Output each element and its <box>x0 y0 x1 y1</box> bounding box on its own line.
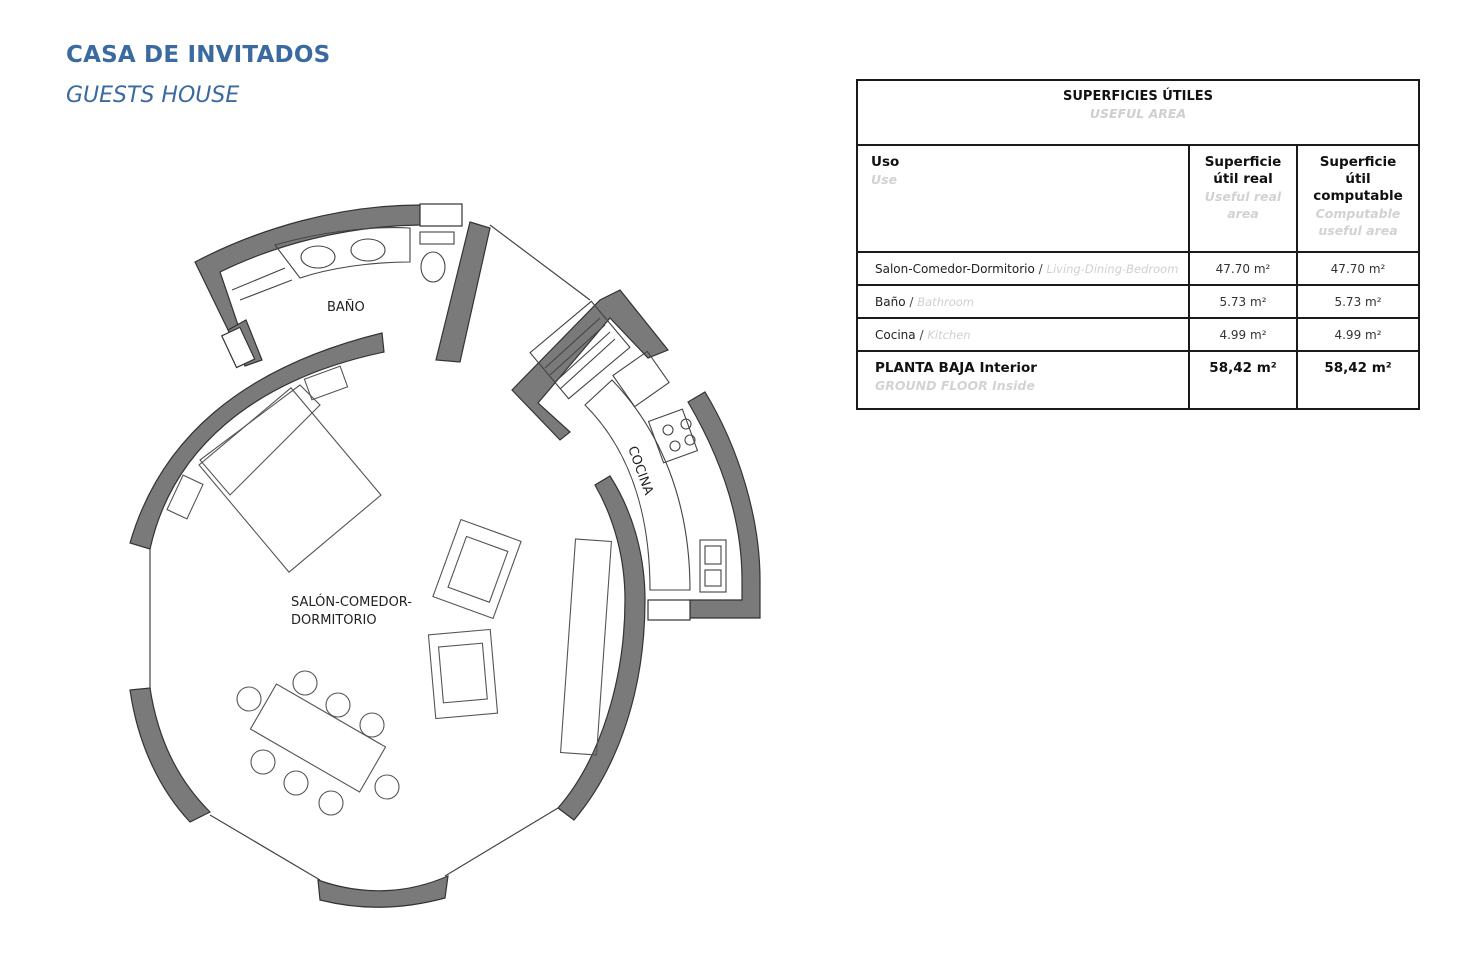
shower-line <box>232 268 285 290</box>
room-label-dormitorio: DORMITORIO <box>291 613 377 628</box>
room-label-salon: SALÓN-COMEDOR- <box>291 595 412 610</box>
wall-bath-north <box>195 205 420 330</box>
wall-bath-east <box>436 222 490 362</box>
room-label-bano: BAÑO <box>327 300 365 315</box>
window-bath-top <box>420 204 462 226</box>
armchair-icon <box>433 520 521 619</box>
toilet-icon <box>421 252 445 282</box>
useful-area-table <box>856 79 1420 410</box>
kitchen-sink-icon <box>700 540 726 592</box>
sink-icon <box>301 246 335 268</box>
burner <box>670 441 680 451</box>
armchair-inner <box>439 643 488 703</box>
room-label-cocina: COCINA <box>624 444 656 498</box>
table-title: SUPERFICIES ÚTILES <box>1063 89 1214 104</box>
table-total-row: PLANTA BAJA Interior GROUND FLOOR Inside 58,42 m² 58,42 m² <box>857 351 1419 409</box>
table-row: Salon-Comedor-Dormitorio / Living-Dining-Bedroom 47.70 m² 47.70 m² <box>857 252 1419 285</box>
wall-west-upper <box>130 333 384 549</box>
cooktop-icon <box>649 409 698 463</box>
kitchen-sink-bowl <box>705 546 721 564</box>
outer-line <box>210 815 320 880</box>
fridge <box>613 351 669 406</box>
armchair-icon <box>428 629 497 718</box>
page-title: CASA DE INVITADOS <box>66 42 331 68</box>
wall-west-lower <box>130 688 210 822</box>
sink-icon <box>351 239 385 261</box>
door-kitchen-south <box>648 600 690 620</box>
outer-line <box>445 808 558 876</box>
column-header-real: Superficie útil real Useful real area <box>1189 145 1297 252</box>
wall-south <box>318 876 448 907</box>
sideboard <box>561 539 612 755</box>
armchair-inner <box>448 536 508 602</box>
column-header-computable: Superficie útil computable Computable useful area <box>1297 145 1419 252</box>
table-subtitle: USEFUL AREA <box>1089 106 1187 121</box>
table-header <box>857 80 1419 145</box>
page-subtitle: GUESTS HOUSE <box>66 83 240 108</box>
wall-southeast <box>558 476 645 820</box>
toilet-tank <box>420 232 454 244</box>
dining-chairs <box>237 671 399 815</box>
burner <box>663 425 673 435</box>
wall-kitchen-east <box>688 392 760 618</box>
outer-line <box>490 225 590 300</box>
dining-table-icon <box>250 684 385 792</box>
table-row: Cocina / Kitchen 4.99 m² 4.99 m² <box>857 318 1419 351</box>
kitchen-sink-bowl <box>705 570 721 586</box>
wall-kitchen-north <box>512 290 668 440</box>
table-row: Baño / Bathroom 5.73 m² 5.73 m² <box>857 285 1419 318</box>
column-header-use: Uso Use <box>857 145 1189 252</box>
